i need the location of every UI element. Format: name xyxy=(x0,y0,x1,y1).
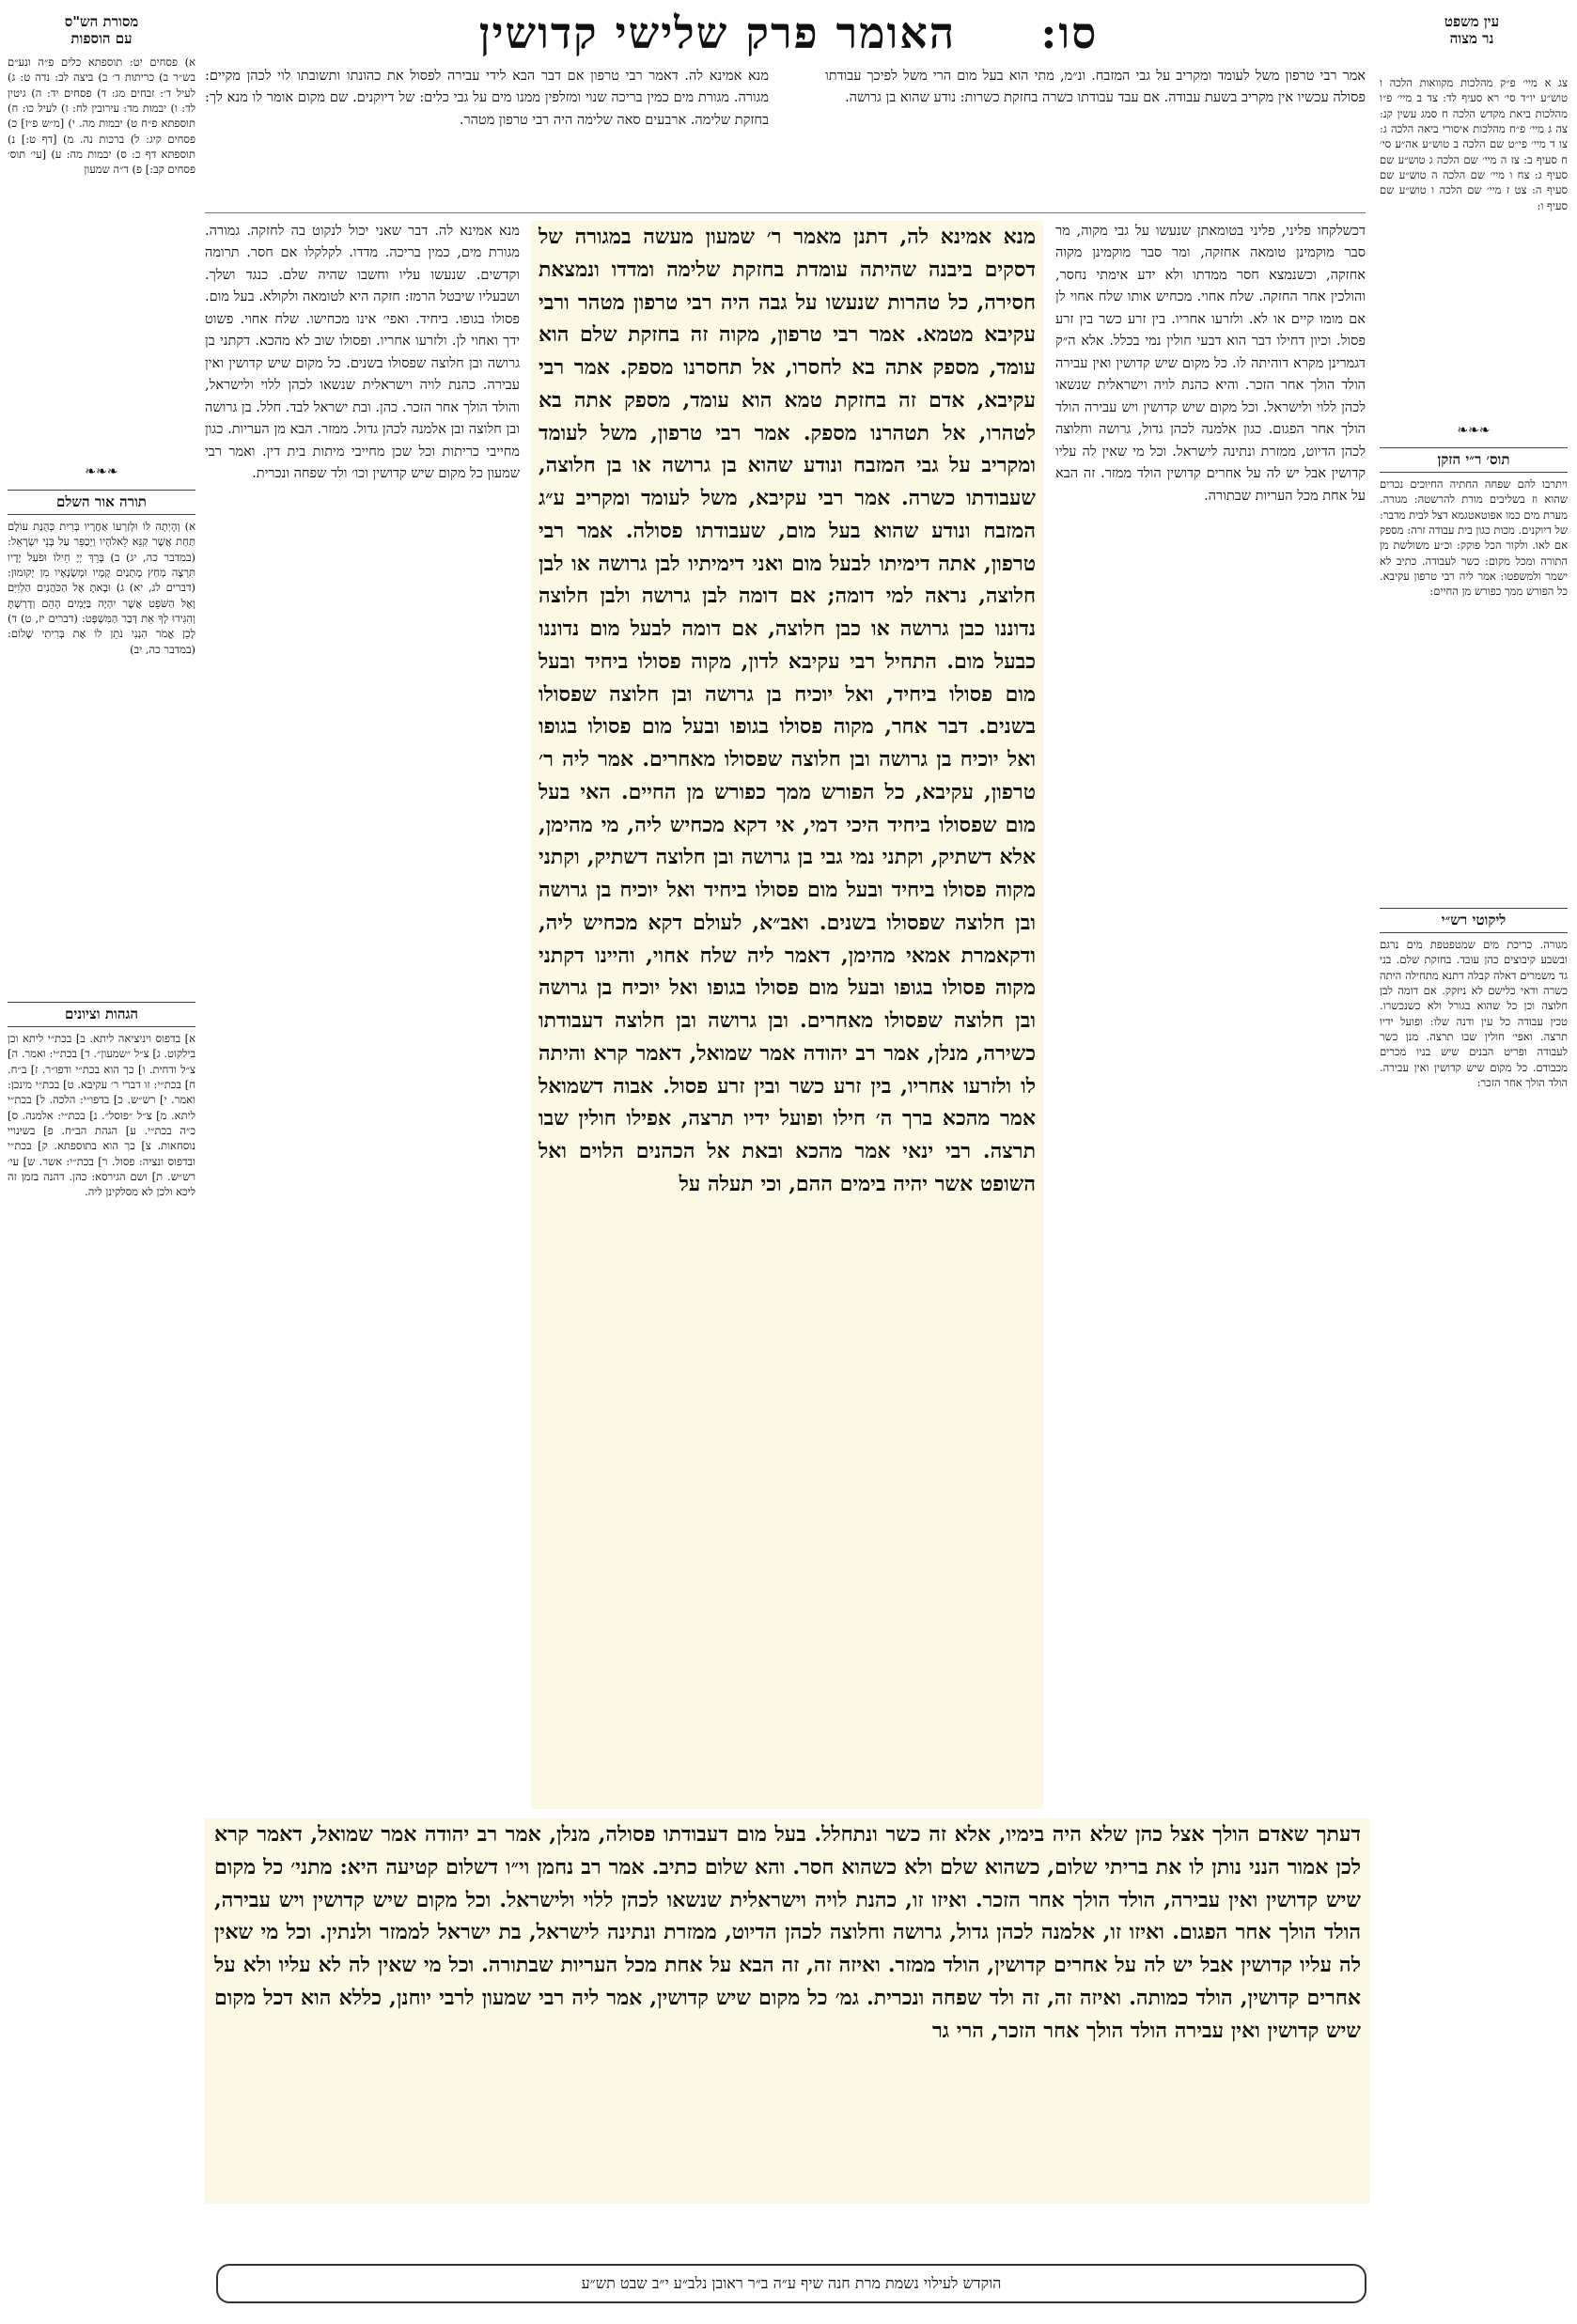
hagahot-section xyxy=(8,996,195,2046)
rashi-top: אמר רבי טרפון משל לעומד ומקריב על גבי המזבח. ונ״מ, מתי הוא בעל מום הרי משל לפיכך עבודתו פסולה עכשיו אין מקריב בשעת עבודה. אם עבד עבודתו כשרה בחזקת כשרות: נודע שהוא בן גרושה. xyxy=(825,69,1366,106)
ein-mishpat-header: עין משפט נר מצוה xyxy=(1444,13,1500,47)
tosafot-top: מנא אמינא לה. דאמר רבי טרפון אם דבר הבא לידי עבירה לפסול את כהונתו ותשובתו לוי לכהן מקיים: מגורה. מגורת מים כמין בריכה שנוי ומזלפין ממנו מים על גבי כלים: של דיוקנים. שם מקום אומר לו מנא לך: בחזקת שלימה. ארבעים סאה שלימה היה רבי טרפון מטהר. xyxy=(205,69,769,128)
tos-rid-title: תוס׳ ר״י הזקן xyxy=(1380,447,1568,473)
likutei-rashi-text: מגורה. כריכת מים שמטפטפת מים נרגם ובשבע קיבוצים כהן עובד. בחזקת שלם. בני גד משמרים דאלה קבלה דתנא מתחילה היתה כשרה ודאי כלישם לא ניזקק. אם דומה לבן חלוצה וכן כל שהוא בגורל ולא כשנכשרו. טכין עבודה כל עין ודנה שלו: ופועל ידיו תרצה. ואפי׳ חולין שבו תרצה. מנן כשר לעבודה ופריט הבנים שיש בניו מכרים מכבודם. כל מקום שיש קדושין ואין עבירה. הולד הולך אחר הזכר: xyxy=(1380,938,1568,1089)
torah-or-section xyxy=(8,484,195,993)
tos-rid-section xyxy=(1380,442,1568,890)
torah-or-text: א) וְהָיְתָה לּוֹ וּלְזַרְעוֹ אַחֲרָיו בְּרִית כְּהֻנַּת עוֹלָם תַּחַת אֲשֶׁר קִנֵּא לֵאלֹהָיו וַיְכַפֵּר עַל בְּנֵי יִשְׂרָאֵל: (במדבר כה, יג) ב) בָּרֵךְ יְיָ חֵילוֹ וּפֹעַל יָדָיו תִּרְצֶה מְחַץ מָתְנַיִם קָמָיו וּמְשַׂנְאָיו מִן יְקוּמוּן: (דברים לג, יא) ג) וּבָאתָ אֶל הַכֹּהֲנִים הַלְוִיִּם וְאֶל הַשֹּׁפֵט אֲשֶׁר יִהְיֶה בַּיָּמִים הָהֵם וְדָרַשְׁתָּ וְהִגִּידוּ לְךָ אֵת דְּבַר הַמִּשְׁפָּט: (דברים יז, ט) ד) לָכֵן אֱמֹר הִנְנִי נֹתֵן לוֹ אֶת בְּרִיתִי שָׁלוֹם: (במדבר כה, יב) xyxy=(8,520,195,656)
likutei-rashi-section xyxy=(1380,902,1568,1341)
rashi-column: דכשלקחו פליני, פליני בטומאתן שנעשו על גבי מקוה, מר סבר מוקמינן טומאה אחזקה, ומר סבר מוקמינן מקוה אחזקה, וכשנמצא חסר ממדתו ולא ידע אימתי נחסר, והולכין אחר החזקה. שלח אחוי. מכחיש אותו שלח אחוי לן אם מומו קיים או לא. ולזרעו אחריו. בין זרע כשר בין זרע פסול. וכיון דחילו דבר הוא דבעי חולין נמי בכלל. אלא ה״ק דגמרינן מקרא דוהיתה לו. כל מקום שיש קדושין ואין עבירה הולד הולך אחר הזכר. והיא כהנת לויה וישראלית שנשאו לכהן ללוי ולישראל. וכל מקום שיש קדושין ויש עבירה הולד הולך אחר הפגום. כגון אלמנה לכהן גדול, גרושה וחלוצה לכהן הדיוט, ממזרת ונתינה לישראל. וכל מי שאין לה עליו קדושין אבל יש לה על אחרים קדושין הולד ממזר. זה הבא על אחת מכל העריות שבתורה. xyxy=(1055,224,1366,504)
ornament: ❧❧❧ xyxy=(85,464,118,479)
mesoret-text: א) פסחים יט: תוספתא כלים פ״ה ונע״ם בש״ר ב) כריתות ד׳ ב) ביצה לב: נדה ט: ג) לעיל ד׳: זבחים מג: ד) פסחים יד: ה) גיטין לד: ו) יבמות מד: עירובין לח: ז) לעיל כו: ח) תוספתא פ״ח ט) יבמות מה. י) [מ״ש פ״ז] כ) פסחים קיג: ל) ברכות נה. מ) [דף ט:] נ) תוספתא דף כ: ס) יבמות מה: ע) [עי׳ תוס׳ פסחים קב:] פ) ד״ה שמעון xyxy=(8,55,195,177)
gemara-column: מנא אמינא לה, דתנן מאמר ר׳ שמעון מעשה במגורה של דסקים ביבנה שהיתה עומדת בחזקת שלימה ומדדו ונמצאת חסירה, כל טהרות שנעשו על גבה היה רבי טרפון מטהר ורבי עקיבא מטמא. אמר רבי טרפון, מקוה זה בחזקת שלם הוא עומד, מספק אתה בא לחסרו, אל תחסרנו מספק. אמר רבי עקיבא, אדם זה בחזקת טמא הוא עומד, מספק אתה בא לטהרו, אל תטהרנו מספק. אמר רבי טרפון, משל לעומד ומקריב על גבי המזבח ונודע שהוא בן גרושה או בן חלוצה, שעבודתו כשרה. אמר רבי עקיבא, משל לעומד ומקריב ע״ג המזבח ונודע שהוא בעל מום, שעבודתו פסולה. אמר רבי טרפון, אתה דימיתו לבעל מום ואני דימיתיו לבן גרושה או לבן חלוצה, נראה למי דומה; אם דומה לבן גרושה ולבן חלוצה נדוננו כבן גרושה או כבן חלוצה, אם דומה לבעל מום נדוננו כבעל מום. התחיל רבי עקיבא לדון, מקוה פסולו ביחיד ובעל מום פסולו ביחיד, ואל יוכיח בן גרושה ובן חלוצה שפסולו בשנים. דבר אחר, מקוה פסולו בגופו ובעל מום פסולו בגופו ואל יוכיח בן גרושה ובן חלוצה שפסולו מאחרים. אמר ליה ר׳ טרפון, עקיבא, כל הפורש ממך כפורש מן החיים. האי בעל מום שפסולו ביחיד היכי דמי, אי דקא מכחיש ליה, מי מהימן, אלא דשתיק, וקתני נמי גבי בן גרושה ובן חלוצה דשתיק, וקתני מקוה פסולו ביחיד ובעל מום פסולו ביחיד ואל יוכיח בן גרושה ובן חלוצה שפסולו בשנים. ואב״א, לעולם דקא מכחיש ליה, ודקאמרת אמאי מהימן, דאמר ליה שלח אחוי, והיינו דקתני מקוה פסולו בגופו ובעל מום פסולו בגופו ואל יוכיח בן גרושה ובן חלוצה שפסולו מאחרים. ובן גרושה ובן חלוצה דעבודתו כשירה, מנלן, אמר רב יהודה אמר שמואל, דאמר קרא והיתה לו ולזרעו אחריו, בין זרע כשר ובין זרע פסול. אבוה דשמואל אמר מהכא ברך ה׳ חילו ופועל ידיו תרצה, אפילו חולין שבו תרצה. רבי ינאי אמר מהכא ובאת אל הכהנים הלוים ואל השופט אשר יהיה בימים ההם, וכי תעלה על xyxy=(531,221,1043,1809)
hagahot-title: הגהות וציונים xyxy=(8,1002,195,1027)
divider xyxy=(205,212,1366,213)
page-title xyxy=(0,8,1577,58)
dedication-footer: הוקדש לעילוי נשמת מרת חנה שיף ע״ה ב״ר ראובן נלב״ע י״ב שבט תש״ע xyxy=(216,2264,1366,2303)
mesoret-header: מסורת הש"ס עם הוספות xyxy=(64,13,139,47)
hagahot-text: א] בדפוס ויניציאה ליתא. ב] בכת״י ליתא וכן בילקוט. ג] צ״ל ״שמעון״. ד] בכת״י: ואמר. ה] צ״ל ודחית. ו] כך הוא בכת״י ודפו״ר. ז] ב״ח. ח] בכת״י: זו דברי ר׳ עקיבא. ט] בכת״י מינכן: ואמר. י] רש״ש. כ] בדפו״י: הלכה. ל] בכת״י ליתא. מ] צ״ל ״פוסל״. נ] בכת״י: אלמנה. ס] כ״ה בכת״י. ע] הגהת הב״ח. פ] בשינויי נוסחאות. צ] כך הוא בתוספתא. ק] בכת״י ובדפוס ונציה: פסול. ר] בכת״י: אשר. ש] עי׳ רש״ש. ת] ושם הגירסא: כהן. דהנה בזמן זה ליכא ולכן לא מסלקינן ליה. xyxy=(8,1032,195,1199)
likutei-rashi-title: ליקוטי רש״י xyxy=(1380,908,1568,933)
mishna-gemara-lower: דעתך שאדם הולך אצל כהן שלא היה בימיו, אלא זה כשר ונתחלל. בעל מום דעבודתו פסולה, מנלן, אמר רב יהודה אמר שמואל, דאמר קרא לכן אמור הנני נותן לו את בריתי שלום, כשהוא שלם ולא כשהוא חסר. והא שלום כתיב. אמר רב נחמן וי״ו דשלום קטיעה היא: מתני׳ כל מקום שיש קדושין ואין עבירה, הולד הולך אחר הזכר. ואיזו זו, כהנת לויה וישראלית שנשאו לכהן ללוי ולישראל. וכל מקום שיש קדושין ויש עבירה, הולד הולך אחר הפגום. ואיזו זו, אלמנה לכהן גדול, גרושה וחלוצה לכהן הדיוט, ממזרת ונתינה לישראל, בת ישראל לממזר ולנתין. וכל מי שאין לה עליו קדושין אבל יש לה על אחרים קדושין, הולד ממזר. ואיזה זה, זה הבא על אחת מכל העריות שבתורה. וכל מי שאין לה לא עליו ולא על אחרים קדושין, הולד כמותה. ואיזה זה, זה ולד שפחה ונכרית. גמ׳ כל מקום שיש קדושין, אמר ליה רבי שמעון לרבי יוחנן, כללא הוא דכל מקום שיש קדושין ואין עבירה הולד הולך אחר הזכר, הרי גר xyxy=(205,1818,1370,2204)
torah-or-title: תורה אור השלם xyxy=(8,490,195,515)
ein-mishpat-text: צג א מיי׳ פ״ק מהלכות מקוואות הלכה ו טוש״ע יו״ד סי׳ רא סעיף לד: צד ב מיי׳ פ״ו מהלכות ביאת מקדש הלכה ח סמג עשין קנ: צה ג מיי׳ פ״ח מהלכות איסורי ביאה הלכה ג: צו ד מיי׳ פי״ט שם הלכה ב טוש״ע אה״ע סי׳ ח סעיף ב: צז ה מיי׳ שם הלכה ג טוש״ע שם סעיף ג: צח ו מיי׳ שם הלכה ה טוש״ע שם סעיף ה: צט ז מיי׳ שם הלכה ו טוש״ע שם סעיף ו: xyxy=(1380,76,1568,212)
chapter-title: האומר פרק שלישי קדושין xyxy=(478,8,957,58)
ornament: ❧❧❧ xyxy=(1457,423,1491,438)
tos-rid-text: ויתרבו להם שפחה החתיה החיוכים נכרים שהוא וז בשליבים מורת להרשטה: מגורה. מערת מים כמו אפוטאטגמא דצל לבית מדבר: של דיוקנים. מכות כגון בית עבודה זרה: מספק אם לאו. ולקור הכל פוקק: וכ״ע משולשת מן התורה ומכל מקום: כשר לעבודה. כתיב לא ישמר ולמשפטו: אמר ליה רבי טרפון עקיבא. כל הפורש ממך כפורש מן החיים: xyxy=(1380,477,1568,599)
page-number: סו: xyxy=(1040,8,1099,58)
tosafot-column: מנא אמינא לה. דבר שאני יכול לנקוט בה לחזקה. גמורה. מגורת מים, כמין בריכה. מדדו. לקלקלו אם חסר. תרומה וקדשים. שנעשו עליו וחשבו שהיה שלם. כנגד ושלך. ושבעליו שיבטל הרמז: חזקה היא לטומאה ולקולא. בעל מום. פסולו בגופו. ביחיד. ואפי׳ אינו מכחישו. שלח אחוי. פשוט ידך ואחוי לן. ולזרעו אחריו. ופסולו שוב לא מהכא. דקתני בן גרושה ובן חלוצה שפסולו בשנים. כל מקום שיש קדושין ואין עבירה. כהנת לויה וישראלית שנשאו לכהן ללוי ולישראל, והולד הולך אחר הזכר. כהן. ובת ישראל לבד. חלל. בן גרושה ובן חלוצה ובן אלמנה לכהן גדול. ממזר. הבא מן העריות. כגון מחייבי כריתות וכל שכן מחייבי מיתות בית דין. ואמר רבי שמעון כל מקום שיש קדושין וכו׳ ולד שפחה ונכרית. xyxy=(205,224,520,482)
